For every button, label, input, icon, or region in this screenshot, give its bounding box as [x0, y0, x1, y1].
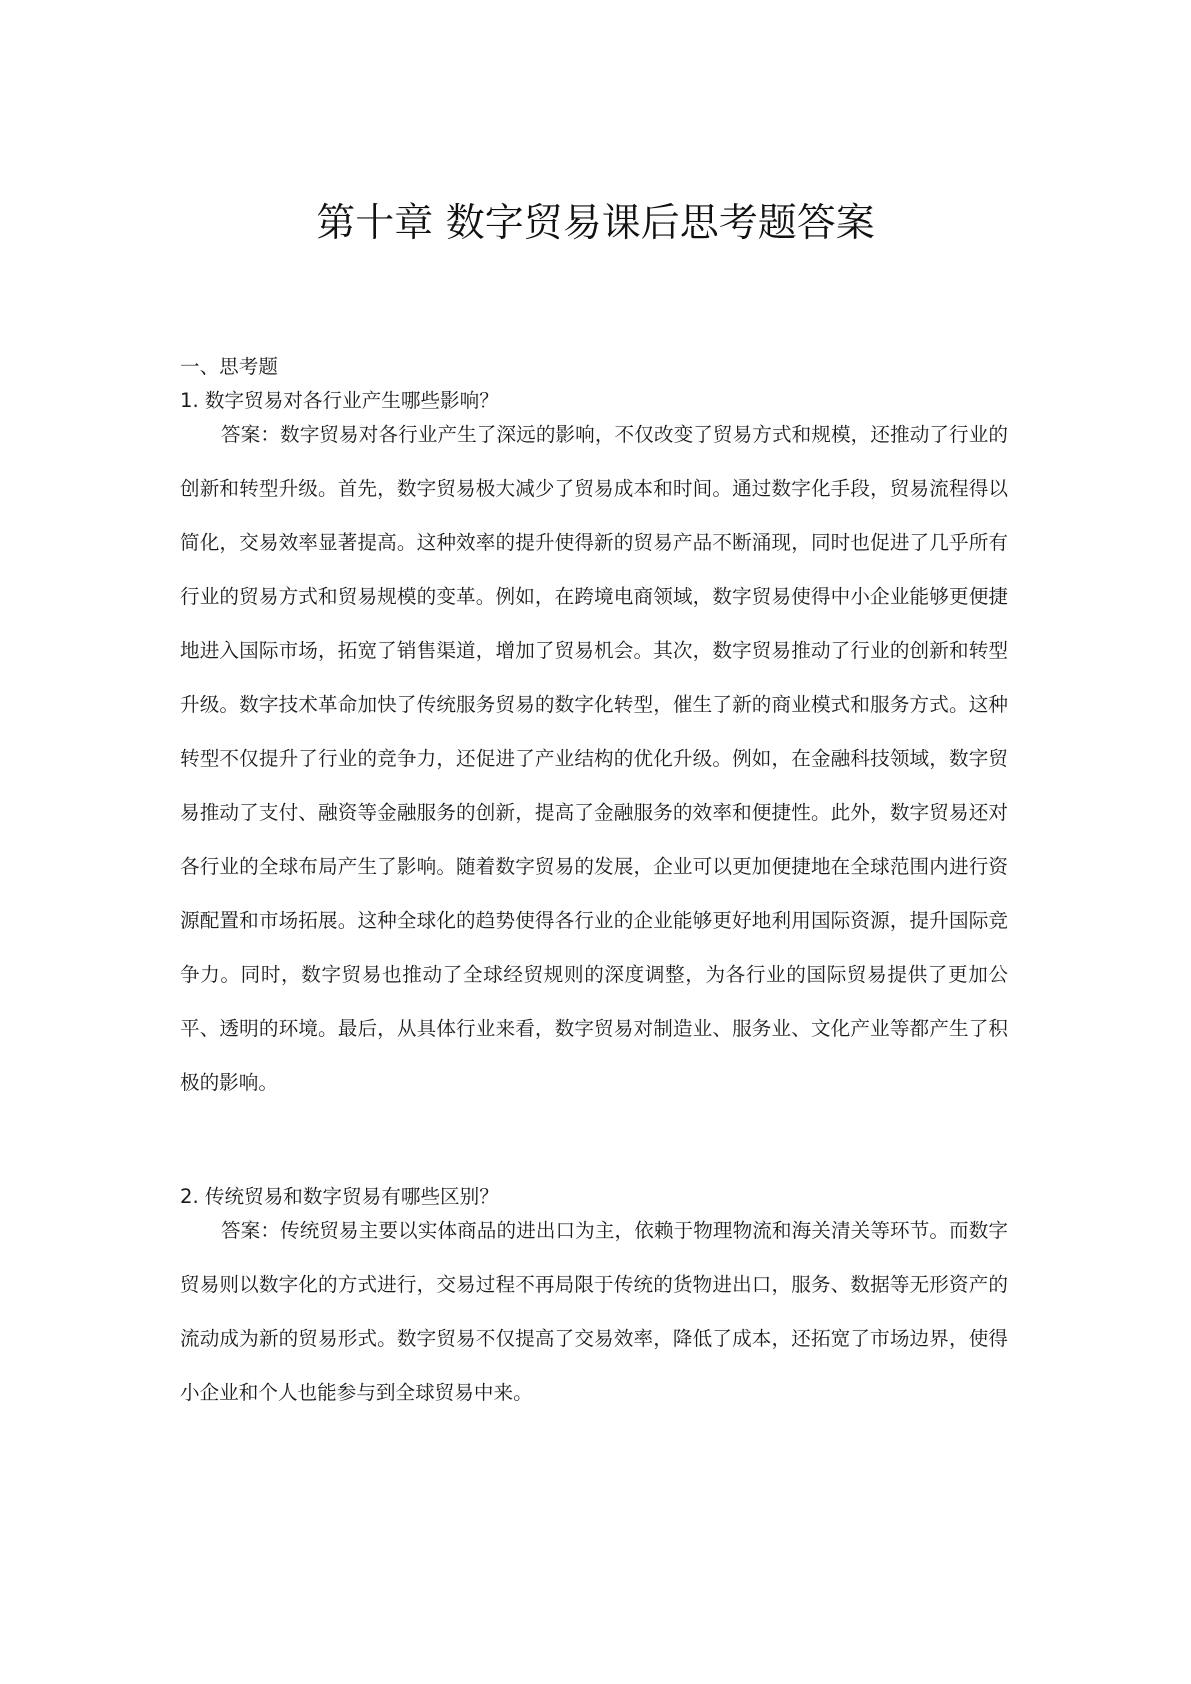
page-title: 第十章 数字贸易课后思考题答案 [316, 201, 875, 246]
answer-1-text: 答案：数字贸易对各行业产生了深远的影响，不仅改变了贸易方式和规模，还推动了行业的创新和转型升级。首先，数字贸易极大减少了贸易成本和时间。通过数字化手段，贸易流程得以简化，交易效率显著提高。这种效率的提升使得新的贸易产品不断涌现，同时也促进了几乎所有行业的贸易方式和贸易规模的变革。例如，在跨境电商领域，数字贸易使得中小企业能够更便捷地进入国际市场，拓宽了销售渠道，增加了贸易机会。其次，数字贸易推动了行业的创新和转型升级。数字技术革命加快了传统服务贸易的数字化转型，催生了新的商业模式和服务方式。这种转型不仅提升了行业的竞争力，还促进了产业结构的优化升级。例如，在金融科技领域，数字贸易推动了支付、融资等金融服务的创新，提高了金融服务的效率和便捷性。此外，数字贸易还对各行业的全球布局产生了影响。随着数字贸易的发展，企业可以更加便捷地在全球范围内进行资源配置和市场拓展。这种全球化的趋势使得各行业的企业能够更好地利用国际资源，提升国际竞争力。同时，数字贸易也推动了全球经贸规则的深度调整，为各行业的国际贸易提供了更加公平、透明的环境。最后，从具体行业来看，数字贸易对制造业、服务业、文化产业等都产生了积极的影响。 [180, 423, 1008, 1094]
question-2-text: 2. 传统贸易和数字贸易有哪些区别？ [180, 1185, 499, 1208]
document-body [180, 350, 1008, 1420]
section-heading: 一、思考题 [180, 355, 278, 378]
question-block-2 [180, 1180, 1008, 1420]
answer-2-text: 答案：传统贸易主要以实体商品的进出口为主，依赖于物理物流和海关清关等环节。而数字贸易则以数字化的方式进行，交易过程不再局限于传统的货物进出口，服务、数据等无形资产的流动成为新的贸易形式。数字贸易不仅提高了交易效率，降低了成本，还拓宽了市场边界，使得小企业和个人也能参与到全球贸易中来。 [180, 1219, 1008, 1404]
question-block-1 [180, 384, 1008, 1110]
question-1-text: 1. 数字贸易对各行业产生哪些影响？ [180, 389, 499, 412]
